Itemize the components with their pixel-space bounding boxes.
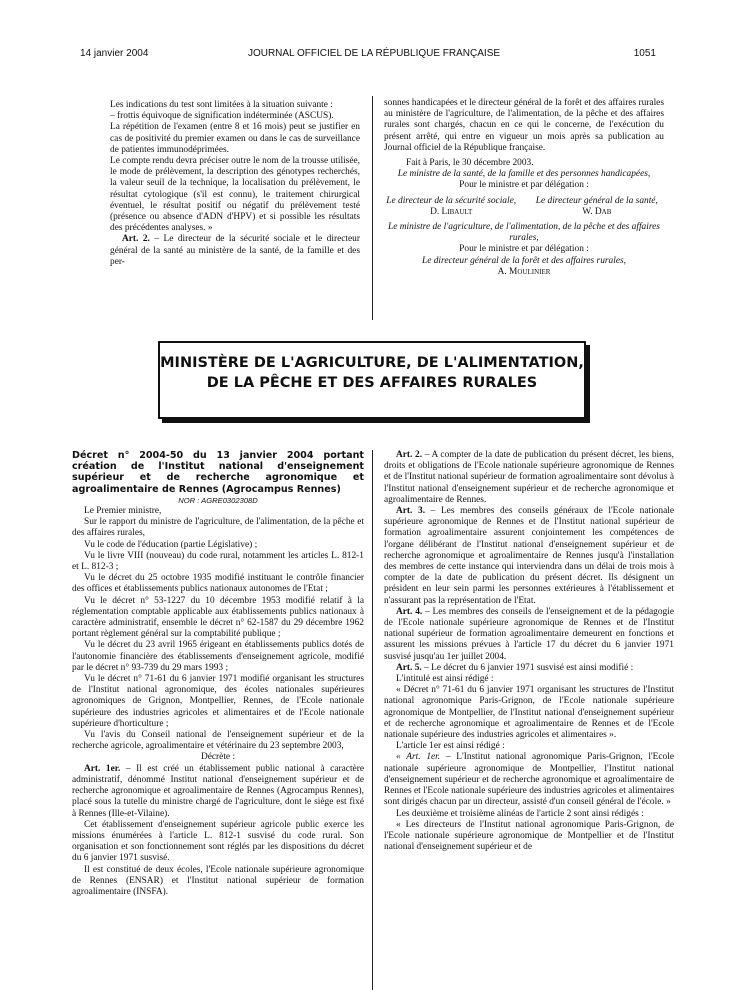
paragraph: Le Premier ministre, — [84, 506, 162, 517]
left-top-column — [110, 100, 360, 268]
paragraph: L'article 1er est ainsi rédigé : — [396, 741, 505, 752]
delegation-line: Pour le ministre et par délégation : — [459, 180, 589, 191]
paragraph: Vu le livre VIII (nouveau) du code rural, notamment les articles L. 812-1 et L. 812-3 ; — [72, 550, 364, 573]
page-header — [0, 48, 748, 64]
article-text: – Il est créé un établissement public national à caractère administratif, dénommé Institut national d'enseignement supérieur et de recherche agronomique et agroalimentaire de Rennes (Agrocampus Rennes), placé sous la tutelle du ministre chargé de l'agriculture, dont le siège est fixé à Rennes (Ille-et-Vilaine). — [72, 763, 364, 819]
article-2-paragraph — [110, 234, 360, 268]
header-date: 14 janvier 2004 — [80, 48, 149, 59]
article-5-paragraph — [384, 663, 674, 674]
column-divider — [372, 96, 373, 320]
signatory: Le directeur général de la santé, — [535, 195, 658, 206]
paragraph: sonnes handicapées et le directeur général de la forêt et des affaires rurales au ministère de l'agriculture, de l'alimentation, de la pêche et des affaires rurales sont chargés, chacun en ce qui le concerne, de l'exécution du présent arrêté, qui entre en vigueur un mois après sa publication au Journal officiel de la République française. — [384, 98, 664, 153]
article-1-paragraph — [72, 764, 364, 820]
column-divider — [372, 450, 373, 990]
article-label: Art. 2. — [122, 234, 150, 245]
signatory: Le ministre de la santé, de la famille et des personnes handicapées, — [397, 169, 651, 180]
paragraph: Les indications du test sont limitées à la situation suivante : — [110, 100, 333, 110]
ministry-banner — [158, 341, 586, 419]
signatory: Le ministre de l'agriculture, de l'alimentation, de la pêche et des affaires rurales, — [388, 222, 660, 244]
ministry-line-1: MINISTÈRE DE L'AGRICULTURE, DE L'ALIMENTATION, — [160, 355, 584, 371]
quote: « Les directeurs de l'Institut national agronomique Paris-Grignon, de l'Ecole nationale supérieure agronomique de Montpellier et de l'Institut national d'enseignement supérieur et de — [384, 819, 674, 853]
paragraph: Le compte rendu devra préciser outre le nom de la trousse utilisée, le mode de prélèvement, la description des génotypes recherchés, la valeur seuil de la technique, la localisation du prélèvement, le résultat cytologique (s'il est connu), le traitement chirurgical éventuel, le résultat positif ou négatif du prélèvement testé (présence ou absence d'ADN d'HPV) et si possible les résultats des précédentes analyses. » — [110, 156, 360, 234]
article-label: Art. 3. — [396, 506, 426, 517]
article-text: – Les membres des conseils de l'enseignement et de la pédagogie de l'Ecole nationale supérieure agronomique de Rennes et de l'Institut national supérieur de formation agroalimentaire demeurent en fonctions et assurent les missions prévues à l'article 17 du décret du 6 janvier 1971 susvisé jusqu'au 1er juillet 2004. — [384, 606, 674, 662]
done-at: Fait à Paris, le 30 décembre 2003. — [406, 158, 534, 169]
signature-pair — [384, 196, 664, 218]
paragraph: La répétition de l'examen (entre 8 et 16 mois) peut se justifier en cas de positivité du premier examen ou dans le cas de surveillance de patientes immunodéprimées. — [110, 122, 360, 155]
decree-title: Décret n° 2004-50 du 13 janvier 2004 portant création de l'Institut national d'enseignement supérieur et de recherche agronomique et agroalimentaire de Rennes (Agrocampus Rennes) — [72, 450, 364, 495]
page-number: 1051 — [633, 48, 656, 59]
paragraph: Vu le décret n° 53-1227 du 10 décembre 1953 modifié relatif à la réglementation comptable applicable aux établissements publics nationaux à caractère administratif, ensemble le décret n° 62-1587 du 29 décembre 1962 portant règlement général sur la comptabilité publique ; — [72, 595, 364, 640]
paragraph: Vu le décret du 23 avril 1965 érigeant en établissements publics dotés de l'autonomie financière des établissements d'enseignement agricole, modifié par le décret n° 93-739 du 29 mars 1993 ; — [72, 640, 364, 673]
article-3-paragraph — [384, 506, 674, 607]
quote-label: « Art. 1er. — [396, 752, 441, 763]
article-label: Art. 4. — [396, 606, 423, 617]
right-top-column — [384, 98, 664, 278]
paragraph: Vu le code de l'éducation (partie Législative) ; — [84, 539, 258, 550]
decree-articles-column — [384, 450, 674, 853]
paragraph: Sur le rapport du ministre de l'agriculture, de l'alimentation, de la pêche et des affaires rurales, — [72, 517, 364, 539]
quote-text: – L'Institut national agronomique Paris-Grignon, l'Ecole nationale supérieure agronomique de Montpellier, l'Institut national d'enseignement supérieur et de recherche agronomique et agroalimentaire de Rennes et l'Ecole nationale supérieure des industries agricoles et alimentaires sont dirigés chacun par un directeur, assisté d'un conseil général de l'école. » — [384, 752, 674, 808]
paragraph: Vu l'avis du Conseil national de l'enseignement supérieur et de la recherche agricole, agroalimentaire et vétérinaire du 23 septembre 2003, — [72, 730, 364, 752]
quote: « Décret n° 71-61 du 6 janvier 1971 organisant les structures de l'Institut national agronomique Paris-Grignon, de l'Ecole nationale supérieure agronomique de Montpellier, de l'Institut national d'enseignement supérieur et de recherche agronomique et agroalimentaire de Rennes et de l'Ecole nationale supérieure des industries agricoles et alimentaires ». — [384, 685, 674, 741]
article-2-paragraph — [384, 450, 674, 506]
paragraph: Cet établissement d'enseignement supérieur agricole public exerce les missions énumérées à l'article L. 812-1 susvisé du code rural. Son organisation et son fonctionnement sont réglés par les dispositions du décret du 6 janvier 1971 susvisé. — [72, 819, 364, 864]
paragraph: Vu le décret n° 71-61 du 6 janvier 1971 modifié organisant les structures de l'Institut national agronomique, des écoles nationales supérieures agronomiques de Grignon, Montpellier, Rennes, de l'Ecole nationale supérieure des industries agricoles et alimentaires et de l'Ecole nationale supérieure d'horticulture ; — [72, 674, 364, 729]
signatory-name: D. Libault — [430, 206, 473, 217]
signatory-name: A. Moulinier — [497, 266, 551, 277]
signatory: Le directeur de la sécurité sociale, — [386, 195, 517, 206]
article-text: – A compter de la date de publication du présent décret, les biens, droits et obligations de l'Ecole nationale supérieure agronomique de Rennes et de l'Institut national supérieur de formation agroalimentaire sont dévolus à l'Institut national d'enseignement supérieur et de recherche agronomique et agroalimentaire de Rennes. — [384, 450, 674, 505]
signatory-name: W. Dab — [582, 206, 612, 217]
paragraph: Il est constitué de deux écoles, l'Ecole nationale supérieure agronomique de Rennes (ENSAR) et l'Institut national supérieur de formation agroalimentaire (INSFA). — [72, 864, 364, 897]
article-4-paragraph — [384, 607, 674, 663]
article-text: – Le directeur de la sécurité sociale et le directeur général de la santé au ministère de la santé, de la famille et des per- — [110, 234, 360, 267]
article-text: – Le décret du 6 janvier 1971 susvisé est ainsi modifié : — [421, 662, 634, 673]
article-label: Art. 1er. — [84, 763, 121, 774]
paragraph: Les deuxième et troisième alinéas de l'article 2 sont ainsi rédigés : — [396, 808, 644, 819]
decree-column — [72, 450, 364, 898]
paragraph: Vu le décret du 25 octobre 1935 modifié instituant le contrôle financier des offices et établissements publics nationaux autonomes de l'Etat ; — [72, 573, 364, 595]
ministry-line-2: DE LA PÊCHE ET DES AFFAIRES RURALES — [206, 375, 538, 391]
article-text: – Les membres des conseils généraux de l'Ecole nationale supérieure agronomique de Rennes et de l'Institut national supérieur de formation agroalimentaire assurent conjointement les compétences de l'organe délibérant de l'Institut national d'enseignement supérieur et de recherche agronomique et agroalimentaire de Rennes jusqu'à l'installation des membres de cette instance qui interviendra dans un délai de trois mois à compter de la date de publication du présent décret. Ils désignent un président en leur sein parmi les personnes extérieures à l'établissement et n'assurant pas la représentation de l'Etat. — [384, 506, 674, 606]
delegation-line: Pour le ministre et par délégation : — [459, 244, 589, 255]
article-label: Art. 5. — [396, 662, 422, 673]
paragraph: L'intitulé est ainsi rédigé : — [396, 674, 494, 685]
signatory: Le directeur général de la forêt et des affaires rurales, — [422, 255, 626, 266]
decrete: Décrète : — [200, 752, 236, 763]
journal-title: JOURNAL OFFICIEL DE LA RÉPUBLIQUE FRANÇAISE — [247, 48, 501, 59]
paragraph: – frottis équivoque de signification indéterminée (ASCUS). — [110, 111, 334, 122]
nor-reference: NOR : AGRE0302308D — [178, 495, 258, 505]
article-label: Art. 2. — [396, 450, 423, 460]
quote — [384, 752, 674, 808]
